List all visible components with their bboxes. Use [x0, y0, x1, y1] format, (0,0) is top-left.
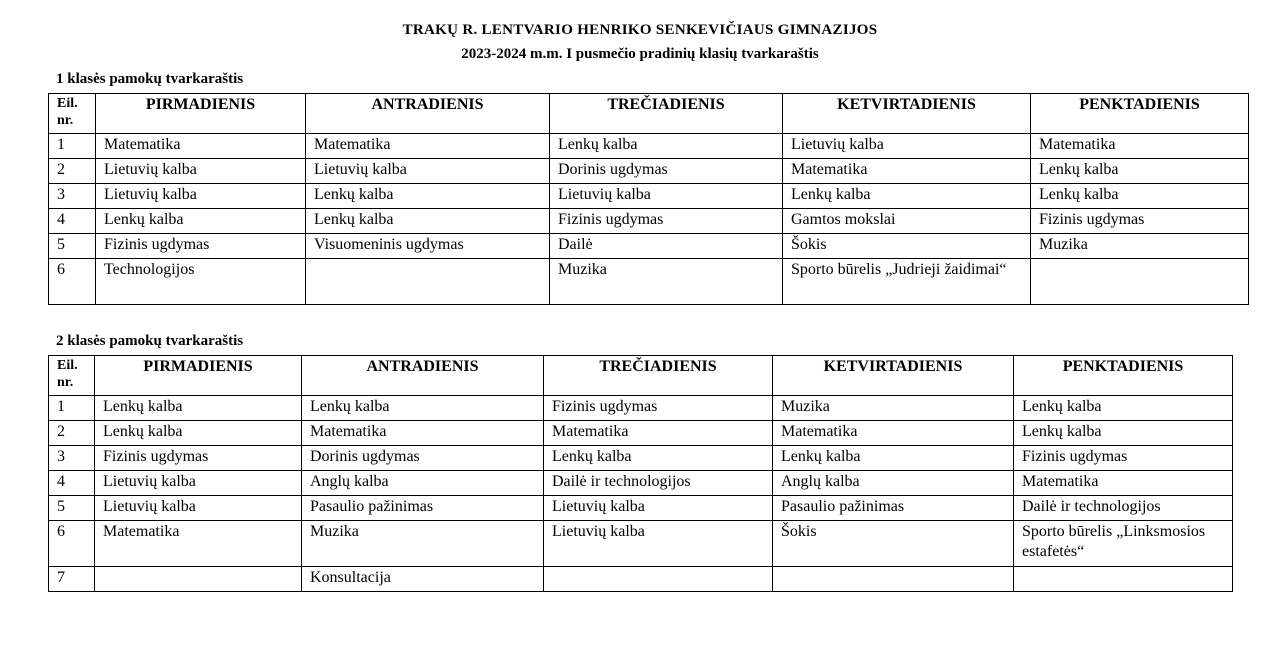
header-friday: PENKTADIENIS	[1014, 356, 1233, 396]
cell-lesson: Lenkų kalba	[773, 446, 1014, 471]
table-row	[49, 259, 1249, 305]
table-row	[49, 134, 1249, 159]
cell-lesson: Visuomeninis ugdymas	[306, 234, 550, 259]
table-row	[49, 496, 1233, 521]
header-row-number: Eil. nr.	[49, 94, 96, 134]
cell-lesson: Matematika	[96, 134, 306, 159]
cell-lesson: Matematika	[773, 421, 1014, 446]
cell-lesson: Matematika	[544, 421, 773, 446]
cell-lesson: Lietuvių kalba	[95, 471, 302, 496]
header-row-number: Eil. nr.	[49, 356, 95, 396]
table-row	[49, 396, 1233, 421]
header-wednesday: TREČIADIENIS	[544, 356, 773, 396]
cell-lesson: Lenkų kalba	[544, 446, 773, 471]
cell-lesson	[773, 567, 1014, 592]
cell-lesson: Lietuvių kalba	[306, 159, 550, 184]
cell-lesson: Fizinis ugdymas	[1014, 446, 1233, 471]
cell-lesson: Lietuvių kalba	[544, 521, 773, 567]
table-row	[49, 421, 1233, 446]
cell-lesson: Fizinis ugdymas	[550, 209, 783, 234]
cell-row-number: 2	[49, 421, 95, 446]
cell-lesson: Lenkų kalba	[783, 184, 1031, 209]
cell-lesson: Anglų kalba	[773, 471, 1014, 496]
cell-lesson: Lenkų kalba	[96, 209, 306, 234]
class2-caption: 2 klasės pamokų tvarkaraštis	[56, 333, 244, 349]
cell-lesson: Lenkų kalba	[95, 396, 302, 421]
cell-lesson: Technologijos	[96, 259, 306, 305]
header-tuesday: ANTRADIENIS	[302, 356, 544, 396]
table-row	[49, 446, 1233, 471]
cell-lesson: Lenkų kalba	[1014, 421, 1233, 446]
cell-lesson: Lenkų kalba	[1014, 396, 1233, 421]
table-row	[49, 184, 1249, 209]
document-subtitle: 2023-2024 m.m. I pusmečio pradinių klasių tvarkaraštis	[461, 46, 819, 62]
cell-lesson: Lenkų kalba	[1031, 184, 1249, 209]
table-row	[49, 567, 1233, 592]
cell-lesson: Fizinis ugdymas	[95, 446, 302, 471]
cell-lesson: Lietuvių kalba	[96, 159, 306, 184]
table-row	[49, 209, 1249, 234]
class1-caption: 1 klasės pamokų tvarkaraštis	[56, 71, 244, 87]
table-header-row	[49, 94, 1249, 134]
header-monday: PIRMADIENIS	[95, 356, 302, 396]
cell-row-number: 1	[49, 396, 95, 421]
cell-lesson: Sporto būrelis „Linksmosios estafetės“	[1014, 521, 1233, 567]
cell-lesson: Lietuvių kalba	[96, 184, 306, 209]
cell-lesson: Lenkų kalba	[95, 421, 302, 446]
cell-lesson: Šokis	[783, 234, 1031, 259]
cell-lesson	[306, 259, 550, 305]
header-tuesday: ANTRADIENIS	[306, 94, 550, 134]
cell-row-number: 5	[49, 496, 95, 521]
table-header-row	[49, 356, 1233, 396]
cell-lesson: Muzika	[773, 396, 1014, 421]
cell-lesson: Lietuvių kalba	[544, 496, 773, 521]
cell-lesson: Lietuvių kalba	[95, 496, 302, 521]
cell-lesson	[1014, 567, 1233, 592]
cell-row-number: 5	[49, 234, 96, 259]
cell-lesson: Fizinis ugdymas	[96, 234, 306, 259]
cell-lesson: Matematika	[306, 134, 550, 159]
cell-lesson: Matematika	[1031, 134, 1249, 159]
cell-lesson: Matematika	[783, 159, 1031, 184]
header-thursday: KETVIRTADIENIS	[773, 356, 1014, 396]
cell-row-number: 6	[49, 259, 96, 305]
cell-lesson: Lenkų kalba	[550, 134, 783, 159]
document-title: TRAKŲ R. LENTVARIO HENRIKO SENKEVIČIAUS GIMNAZIJOS	[402, 22, 878, 38]
cell-row-number: 4	[49, 471, 95, 496]
cell-lesson: Dailė	[550, 234, 783, 259]
cell-lesson: Lenkų kalba	[306, 184, 550, 209]
cell-lesson: Lietuvių kalba	[783, 134, 1031, 159]
cell-lesson: Dorinis ugdymas	[550, 159, 783, 184]
cell-row-number: 6	[49, 521, 95, 567]
cell-lesson: Dailė ir technologijos	[544, 471, 773, 496]
cell-lesson: Anglų kalba	[302, 471, 544, 496]
cell-lesson: Muzika	[550, 259, 783, 305]
cell-lesson: Šokis	[773, 521, 1014, 567]
cell-lesson: Sporto būrelis „Judrieji žaidimai“	[783, 259, 1031, 305]
cell-lesson: Fizinis ugdymas	[1031, 209, 1249, 234]
table-row	[49, 471, 1233, 496]
table-row	[49, 521, 1233, 567]
cell-lesson: Dailė ir technologijos	[1014, 496, 1233, 521]
cell-lesson	[544, 567, 773, 592]
cell-lesson: Lietuvių kalba	[550, 184, 783, 209]
table-row	[49, 159, 1249, 184]
cell-row-number: 3	[49, 184, 96, 209]
cell-lesson: Muzika	[302, 521, 544, 567]
header-monday: PIRMADIENIS	[96, 94, 306, 134]
cell-lesson: Lenkų kalba	[1031, 159, 1249, 184]
cell-lesson: Matematika	[1014, 471, 1233, 496]
cell-lesson: Dorinis ugdymas	[302, 446, 544, 471]
header-wednesday: TREČIADIENIS	[550, 94, 783, 134]
cell-lesson: Pasaulio pažinimas	[302, 496, 544, 521]
class2-timetable	[48, 355, 1233, 592]
cell-row-number: 4	[49, 209, 96, 234]
cell-row-number: 1	[49, 134, 96, 159]
cell-lesson	[95, 567, 302, 592]
cell-lesson: Konsultacija	[302, 567, 544, 592]
cell-row-number: 7	[49, 567, 95, 592]
cell-lesson: Gamtos mokslai	[783, 209, 1031, 234]
cell-lesson	[1031, 259, 1249, 305]
cell-lesson: Fizinis ugdymas	[544, 396, 773, 421]
cell-lesson: Pasaulio pažinimas	[773, 496, 1014, 521]
cell-row-number: 3	[49, 446, 95, 471]
cell-row-number: 2	[49, 159, 96, 184]
cell-lesson: Matematika	[302, 421, 544, 446]
class1-timetable	[48, 93, 1249, 305]
header-thursday: KETVIRTADIENIS	[783, 94, 1031, 134]
header-friday: PENKTADIENIS	[1031, 94, 1249, 134]
cell-lesson: Lenkų kalba	[306, 209, 550, 234]
cell-lesson: Muzika	[1031, 234, 1249, 259]
table-row	[49, 234, 1249, 259]
cell-lesson: Matematika	[95, 521, 302, 567]
cell-lesson: Lenkų kalba	[302, 396, 544, 421]
